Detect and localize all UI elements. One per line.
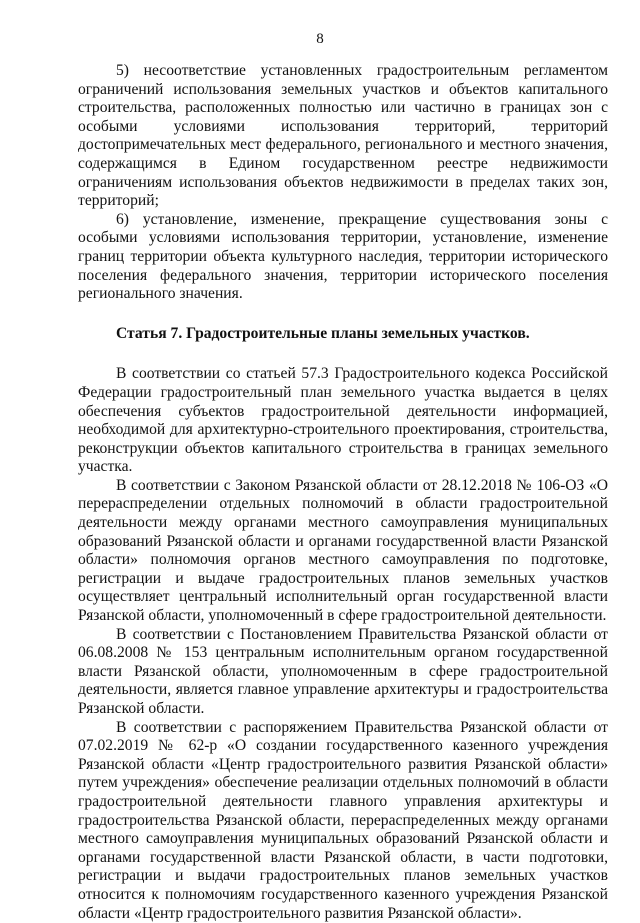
article-title: Статья 7. Градостроительные планы земельных участков.	[116, 324, 530, 342]
document-body	[78, 62, 608, 923]
article-paragraph-1: В соответствии со статьей 57.3 Градостроительного кодекса Российской Федерации градостроительный план земельного участка выдается в целях обеспечения субъектов градостроительной деятельности информацией, необходимой для архитектурно-строительного проектирования, строительства, реконструкции объектов капитального строительства в границах земельного участка.	[78, 365, 608, 476]
list-item-6: 6) установление, изменение, прекращение существования зоны с особыми условиями использования территории, установление, изменение границ территории объекта культурного наследия, территории исторического поселения федерального значения, территории исторического поселения регионального значения.	[78, 210, 608, 303]
article-paragraph-2: В соответствии с Законом Рязанской области от 28.12.2018 № 106-ОЗ «О перераспределении отдельных полномочий в области градостроительной деятельности между органами местного самоуправления муниципальных образований Рязанской области и органами государственной власти Рязанской области» полномочия органов местного самоуправления по подготовке, регистрации и выдаче градостроительных планов земельных участков осуществляет центральный исполнительный орган государственной власти Рязанской области, уполномоченный в сфере градостроительной деятельности.	[78, 476, 608, 625]
article-paragraph-4: В соответствии с распоряжением Правительства Рязанской области от 07.02.2019 № 62-р «О создании государственного казенного учреждения Рязанской области «Центр градостроительного развития Рязанской области» путем учреждения» обеспечение реализации отдельных полномочий в области градостроительной деятельности главного управления архитектуры и градостроительства Рязанской области, перераспределенных между органами местного самоуправления муниципальных образований Рязанской области и органами государственной власти Рязанской области, в части подготовки, регистрации и выдачи градостроительных планов земельных участков относится к полномочиям государственного казенного учреждения Рязанской области «Центр градостроительного развития Рязанской области».	[78, 718, 608, 922]
article-paragraph-3: В соответствии с Постановлением Правительства Рязанской области от 06.08.2008 № 153 центральным исполнительным органом государственной власти Рязанской области, уполномоченным в сфере градостроительной деятельности, является главное управление архитектуры и градостроительства Рязанской области.	[78, 625, 608, 717]
page-number: 8	[316, 31, 324, 47]
list-item-5: 5) несоответствие установленных градостроительным регламентом ограничений использования земельных участков и объектов капитального строительства, расположенных полностью или частично в границах зон с особыми условиями использования территорий, территорий достопримечательных мест федерального, регионального и местного значения, содержащимся в Едином государственном реестре недвижимости ограничениям использования объектов недвижимости в пределах таких зон, территорий;	[78, 62, 608, 210]
